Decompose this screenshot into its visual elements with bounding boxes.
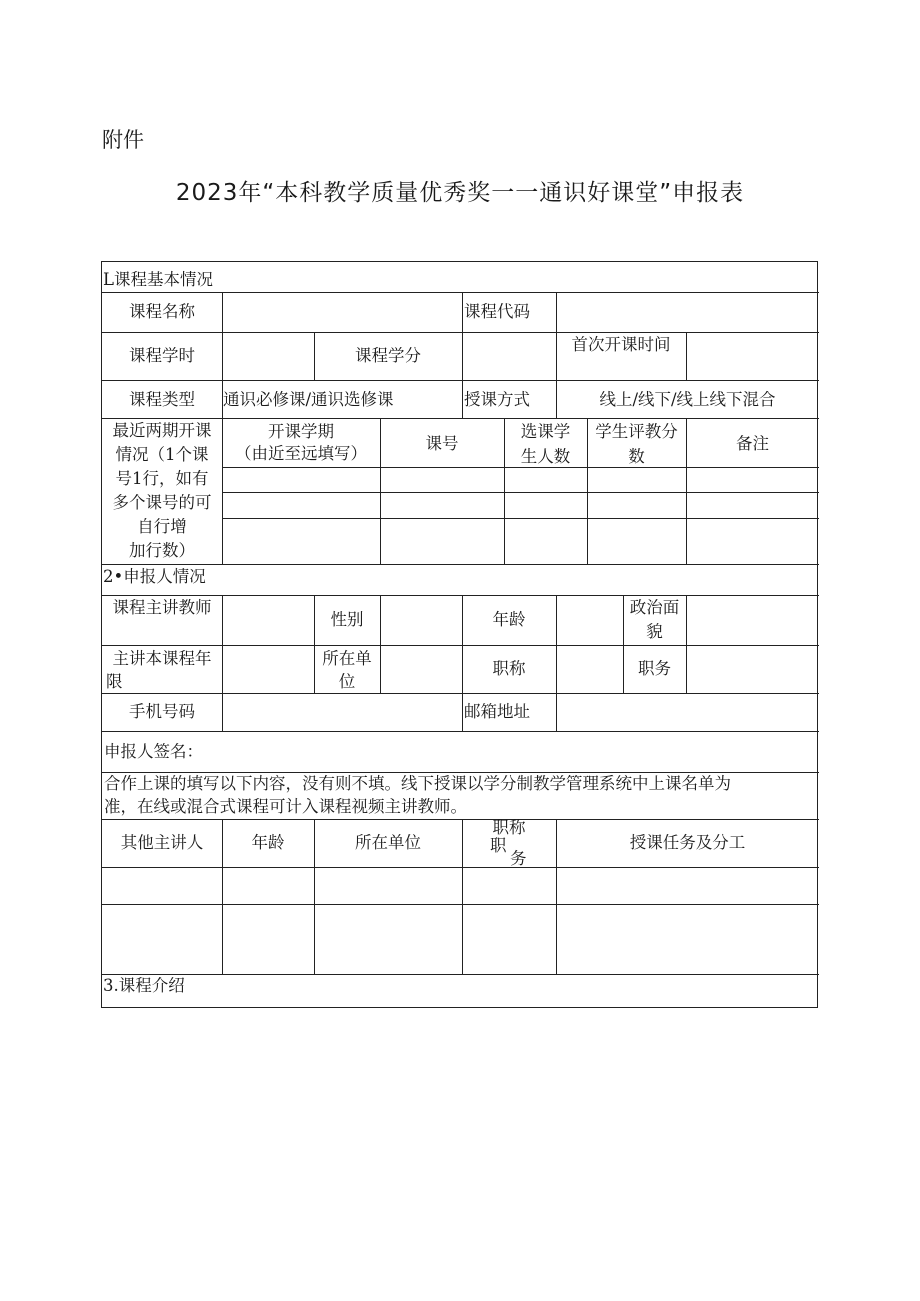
first-offered-field[interactable]	[687, 333, 819, 380]
section-3-heading: 3.课程介绍	[103, 976, 185, 995]
row-divider	[102, 819, 819, 820]
col-divider	[462, 292, 463, 332]
teaching-mode-value[interactable]: 线上/线下/线上线下混合	[599, 390, 776, 409]
row-divider	[102, 974, 819, 975]
position-label: 职务	[638, 659, 671, 678]
col-enrollment-header-2: 生人数	[520, 447, 571, 466]
lead-teacher-field[interactable]	[223, 596, 314, 645]
col-unit-header: 所在单位	[355, 833, 421, 852]
col-remarks-header: 备注	[736, 434, 769, 453]
col-divider	[462, 380, 463, 418]
unit-label: 所在单	[322, 649, 372, 668]
recent-sessions-label-6: 加行数）	[129, 541, 195, 560]
row-divider	[102, 380, 819, 381]
phone-field[interactable]	[223, 694, 462, 731]
gender-label: 性别	[330, 610, 364, 629]
political-status-field[interactable]	[687, 596, 819, 645]
attachment-label: 附件	[102, 128, 144, 152]
col-enrollment-header: 选课学	[520, 422, 571, 441]
teaching-years-field[interactable]	[223, 646, 314, 693]
teaching-mode-label: 授课方式	[464, 390, 530, 409]
col-other-teacher-header: 其他主讲人	[120, 833, 204, 852]
col-divider	[462, 819, 463, 974]
col-tasks-header: 授课任务及分工	[629, 833, 746, 852]
course-code-field[interactable]	[557, 293, 819, 332]
col-title-header-3: 务	[510, 849, 527, 868]
recent-sessions-label-2: 情况（1个课	[115, 445, 209, 464]
age-label: 年龄	[492, 610, 526, 629]
section-2-heading: 2•申报人情况	[103, 567, 206, 586]
recent-sessions-label-5: 自行增	[137, 517, 187, 536]
application-form-table	[101, 261, 818, 1008]
col-term-subheader: （由近至远填写）	[235, 444, 367, 463]
position-field[interactable]	[687, 646, 819, 693]
course-hours-label: 课程学时	[129, 346, 195, 365]
page-title: 2023年“本科教学质量优秀奖一一通识好课堂”申报表	[175, 180, 745, 206]
unit-field[interactable]	[381, 646, 462, 693]
row-divider	[102, 867, 819, 868]
recent-sessions-label-4: 多个课号的可	[112, 493, 212, 512]
age-field[interactable]	[557, 596, 623, 645]
course-code-label: 课程代码	[464, 302, 530, 321]
first-offered-label: 首次开课时间	[571, 335, 671, 354]
course-type-value[interactable]: 通识必修课/通识选修课	[223, 390, 394, 409]
course-name-field[interactable]	[223, 293, 462, 332]
political-status-label: 政治面	[629, 598, 680, 617]
course-name-label: 课程名称	[129, 302, 195, 321]
recent-sessions-label-3: 号1行，如有	[115, 469, 209, 488]
col-age-header: 年龄	[251, 833, 285, 852]
col-title-header-2: 职	[490, 836, 507, 855]
section-1-heading: L课程基本情况	[103, 270, 213, 289]
unit-label-2: 位	[338, 672, 356, 691]
signature-label: 申报人签名：	[104, 742, 203, 761]
email-label: 邮箱地址	[464, 702, 530, 721]
course-hours-field[interactable]	[223, 333, 314, 380]
course-introduction-field[interactable]	[102, 998, 818, 1008]
co-teacher-note: 合作上课的填写以下内容，没有则不填。线下授课以学分制教学管理系统中上课名单为	[104, 774, 731, 793]
row-divider	[102, 564, 819, 565]
phone-label: 手机号码	[129, 702, 195, 721]
signature-field[interactable]	[212, 732, 818, 772]
recent-sessions-label-1: 最近两期开课	[112, 421, 212, 440]
course-credits-label: 课程学分	[355, 346, 421, 365]
col-course-no-header: 课号	[425, 434, 459, 453]
political-status-label-2: 貌	[646, 622, 663, 641]
course-type-label: 课程类型	[129, 390, 195, 409]
gender-field[interactable]	[381, 596, 462, 645]
col-eval-header: 学生评教分	[595, 422, 678, 441]
professional-title-label: 职称	[492, 659, 526, 678]
row-divider	[102, 904, 819, 905]
course-credits-field[interactable]	[463, 333, 556, 380]
email-field[interactable]	[557, 694, 819, 731]
col-eval-header-2: 数	[628, 447, 645, 466]
col-divider	[462, 693, 463, 731]
col-term-header: 开课学期	[268, 422, 334, 441]
teaching-years-label-2: 限	[106, 672, 123, 691]
col-title-header: 职称	[492, 818, 526, 837]
professional-title-field[interactable]	[557, 646, 623, 693]
teaching-years-label: 主讲本课程年	[112, 649, 212, 668]
co-teacher-note-2: 准，在线或混合式课程可计入课程视频主讲教师。	[104, 797, 467, 816]
lead-teacher-label: 课程主讲教师	[112, 598, 212, 617]
row-divider	[222, 492, 819, 493]
row-divider	[222, 518, 819, 519]
